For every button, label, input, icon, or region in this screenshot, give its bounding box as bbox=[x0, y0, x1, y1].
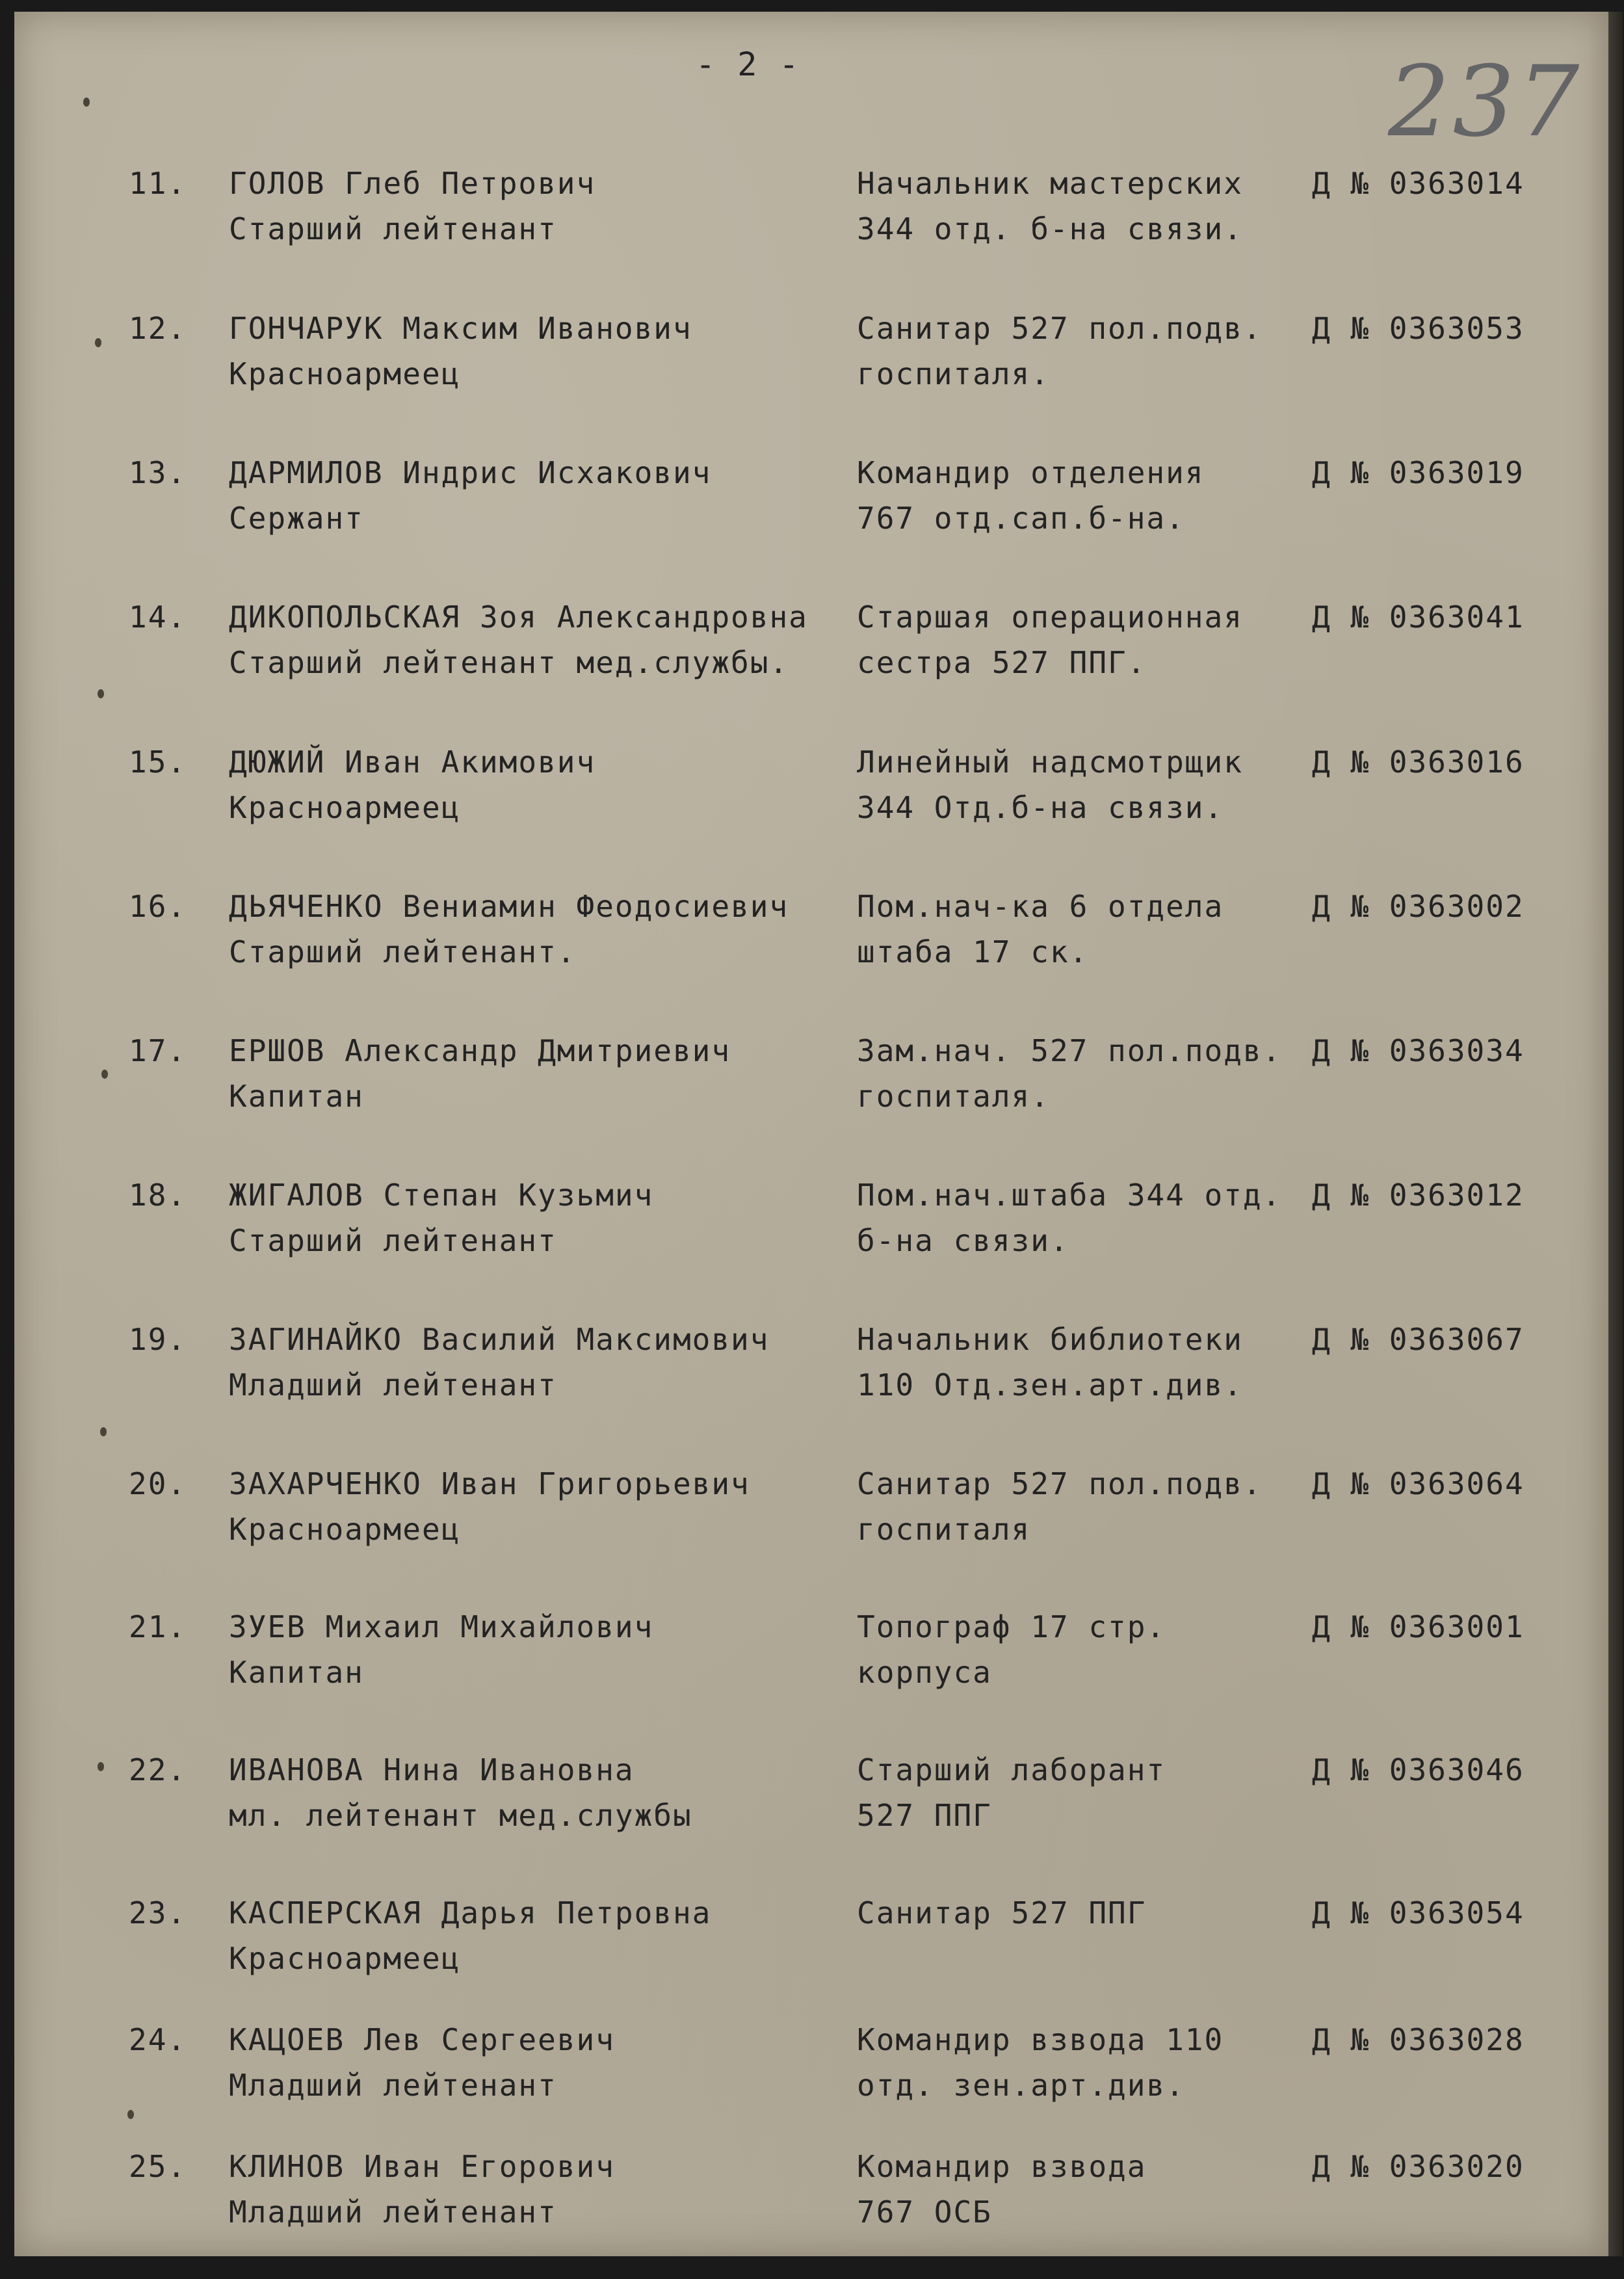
position-line-2: 527 ППГ bbox=[857, 1798, 992, 1833]
entry-number: 13. bbox=[129, 455, 187, 490]
person-rank: Старший лейтенант. bbox=[229, 934, 577, 969]
person-name: ДЮЖИЙ Иван Акимович bbox=[229, 744, 596, 780]
person-name: ЗАХАРЧЕНКО Иван Григорьевич bbox=[229, 1466, 750, 1501]
certificate-number: Д № 0363028 bbox=[1312, 2022, 1525, 2057]
position-line-1: Командир взвода bbox=[857, 2149, 1147, 2184]
person-rank: Старший лейтенант bbox=[229, 1223, 557, 1258]
position-line-2: корпуса bbox=[857, 1655, 992, 1690]
person-name: КЛИНОВ Иван Егорович bbox=[229, 2149, 615, 2184]
list-item bbox=[0, 1322, 1624, 1452]
person-rank: Старший лейтенант bbox=[229, 211, 557, 246]
position-line-2: сестра 527 ППГ. bbox=[857, 645, 1147, 680]
position-line-2: 767 ОСБ bbox=[857, 2194, 992, 2230]
certificate-number: Д № 0363064 bbox=[1312, 1466, 1525, 1501]
list-item bbox=[0, 1033, 1624, 1163]
position-line-2: отд. зен.арт.див. bbox=[857, 2068, 1185, 2103]
position-line-1: Пом.нач-ка 6 отдела bbox=[857, 889, 1224, 924]
person-rank: Младший лейтенант bbox=[229, 1367, 557, 1403]
entry-number: 15. bbox=[129, 744, 187, 780]
position-line-2: госпиталя bbox=[857, 1512, 1031, 1547]
person-rank: мл. лейтенант мед.службы bbox=[229, 1798, 692, 1833]
certificate-number: Д № 0363020 bbox=[1312, 2149, 1525, 2184]
person-rank: Красноармеец bbox=[229, 1941, 461, 1976]
person-name: КАЦОЕВ Лев Сергеевич bbox=[229, 2022, 615, 2057]
certificate-number: Д № 0363046 bbox=[1312, 1752, 1525, 1787]
person-name: ГОНЧАРУК Максим Иванович bbox=[229, 311, 692, 346]
person-rank: Красноармеец bbox=[229, 1512, 461, 1547]
position-line-2: штаба 17 ск. bbox=[857, 934, 1089, 969]
position-line-2: госпиталя. bbox=[857, 356, 1050, 391]
person-rank: Красноармеец bbox=[229, 356, 461, 391]
position-line-2: 767 отд.сап.б-на. bbox=[857, 501, 1185, 536]
entry-number: 18. bbox=[129, 1178, 187, 1213]
list-item bbox=[0, 1466, 1624, 1596]
person-name: ЖИГАЛОВ Степан Кузьмич bbox=[229, 1178, 654, 1213]
position-line-2: 344 Отд.б-на связи. bbox=[857, 790, 1224, 825]
list-item bbox=[0, 2022, 1624, 2152]
list-item bbox=[0, 311, 1624, 441]
person-name: ДАРМИЛОВ Индрис Исхакович bbox=[229, 455, 712, 490]
person-rank: Капитан bbox=[229, 1079, 364, 1114]
certificate-number: Д № 0363016 bbox=[1312, 744, 1525, 780]
list-item bbox=[0, 2149, 1624, 2279]
person-rank: Сержант bbox=[229, 501, 364, 536]
person-name: ГОЛОВ Глеб Петрович bbox=[229, 166, 596, 201]
person-rank: Капитан bbox=[229, 1655, 364, 1690]
person-rank: Младший лейтенант bbox=[229, 2194, 557, 2230]
certificate-number: Д № 0363054 bbox=[1312, 1895, 1525, 1930]
list-item bbox=[0, 1178, 1624, 1308]
certificate-number: Д № 0363001 bbox=[1312, 1609, 1525, 1644]
position-line-1: Старшая операционная bbox=[857, 599, 1243, 635]
archive-page-number: 237 bbox=[1388, 46, 1582, 159]
position-line-1: Санитар 527 пол.подв. bbox=[857, 311, 1263, 346]
position-line-1: Начальник мастерских bbox=[857, 166, 1243, 201]
list-item bbox=[0, 1609, 1624, 1739]
person-rank: Младший лейтенант bbox=[229, 2068, 557, 2103]
certificate-number: Д № 0363053 bbox=[1312, 311, 1525, 346]
position-line-1: Зам.нач. 527 пол.подв. bbox=[857, 1033, 1282, 1068]
person-name: ЕРШОВ Александр Дмитриевич bbox=[229, 1033, 731, 1068]
entry-number: 14. bbox=[129, 599, 187, 635]
position-line-2: госпиталя. bbox=[857, 1079, 1050, 1114]
position-line-1: Пом.нач.штаба 344 отд. bbox=[857, 1178, 1282, 1213]
position-line-1: Топограф 17 стр. bbox=[857, 1609, 1166, 1644]
entry-number: 22. bbox=[129, 1752, 187, 1787]
position-line-1: Командир отделения bbox=[857, 455, 1205, 490]
certificate-number: Д № 0363019 bbox=[1312, 455, 1525, 490]
page-number: - 2 - bbox=[696, 46, 800, 83]
list-item bbox=[0, 166, 1624, 296]
entry-number: 17. bbox=[129, 1033, 187, 1068]
entry-number: 11. bbox=[129, 166, 187, 201]
list-item bbox=[0, 599, 1624, 730]
list-item bbox=[0, 1752, 1624, 1882]
position-line-1: Командир взвода 110 bbox=[857, 2022, 1224, 2057]
entry-number: 12. bbox=[129, 311, 187, 346]
person-rank: Старший лейтенант мед.службы. bbox=[229, 645, 789, 680]
certificate-number: Д № 0363034 bbox=[1312, 1033, 1525, 1068]
list-item bbox=[0, 455, 1624, 585]
position-line-1: Санитар 527 пол.подв. bbox=[857, 1466, 1263, 1501]
entry-number: 24. bbox=[129, 2022, 187, 2057]
person-name: ДИКОПОЛЬСКАЯ Зоя Александровна bbox=[229, 599, 808, 635]
person-name: ЗАГИНАЙКО Василий Максимович bbox=[229, 1322, 770, 1357]
entry-number: 25. bbox=[129, 2149, 187, 2184]
list-item bbox=[0, 1895, 1624, 2025]
position-line-1: Линейный надсмотрщик bbox=[857, 744, 1243, 780]
entry-number: 20. bbox=[129, 1466, 187, 1501]
certificate-number: Д № 0363014 bbox=[1312, 166, 1525, 201]
certificate-number: Д № 0363002 bbox=[1312, 889, 1525, 924]
position-line-1: Старший лаборант bbox=[857, 1752, 1166, 1787]
entry-number: 16. bbox=[129, 889, 187, 924]
certificate-number: Д № 0363067 bbox=[1312, 1322, 1525, 1357]
position-line-2: б-на связи. bbox=[857, 1223, 1069, 1258]
list-item bbox=[0, 744, 1624, 875]
position-line-2: 110 Отд.зен.арт.див. bbox=[857, 1367, 1243, 1403]
list-item bbox=[0, 889, 1624, 1019]
punch-hole bbox=[83, 98, 90, 107]
person-name: ДЬЯЧЕНКО Вениамин Феодосиевич bbox=[229, 889, 789, 924]
person-name: ИВАНОВА Нина Ивановна bbox=[229, 1752, 635, 1787]
certificate-number: Д № 0363041 bbox=[1312, 599, 1525, 635]
entry-number: 23. bbox=[129, 1895, 187, 1930]
certificate-number: Д № 0363012 bbox=[1312, 1178, 1525, 1213]
entry-number: 19. bbox=[129, 1322, 187, 1357]
position-line-1: Санитар 527 ППГ bbox=[857, 1895, 1147, 1930]
position-line-1: Начальник библиотеки bbox=[857, 1322, 1243, 1357]
position-line-2: 344 отд. б-на связи. bbox=[857, 211, 1243, 246]
person-rank: Красноармеец bbox=[229, 790, 461, 825]
person-name: ЗУЕВ Михаил Михайлович bbox=[229, 1609, 654, 1644]
person-name: КАСПЕРСКАЯ Дарья Петровна bbox=[229, 1895, 712, 1930]
entry-number: 21. bbox=[129, 1609, 187, 1644]
